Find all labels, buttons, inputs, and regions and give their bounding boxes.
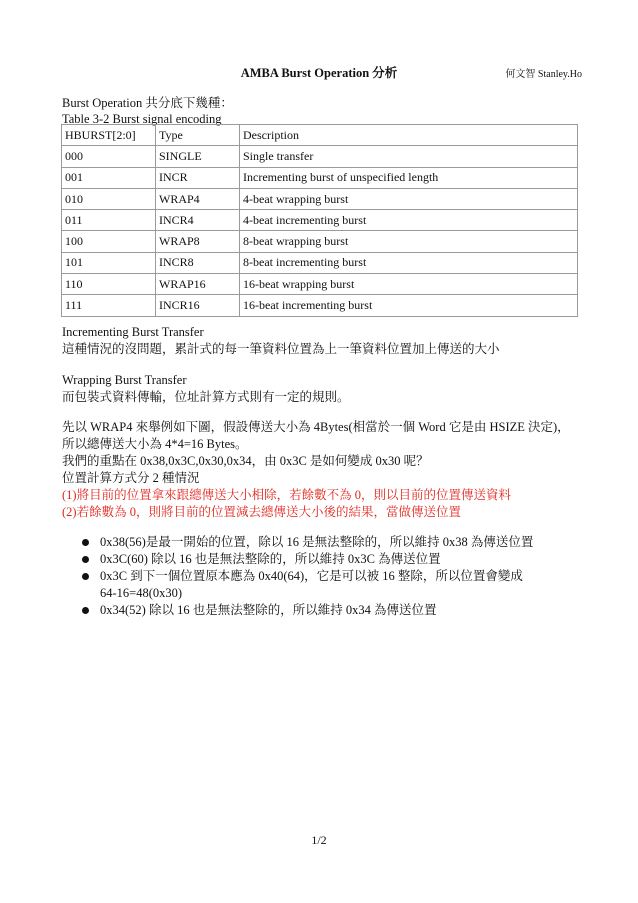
- table-row: [62, 167, 578, 188]
- cell-description: 4-beat wrapping burst: [240, 188, 578, 209]
- cell-hburst: 011: [62, 210, 156, 231]
- table-row: [62, 295, 578, 316]
- page-title: AMBA Burst Operation 分析: [240, 66, 398, 80]
- list-item-text-continued: 64-16=48(0x30): [100, 586, 183, 600]
- list-item: [62, 568, 562, 602]
- wrapping-section: [62, 372, 350, 406]
- table-row: [62, 210, 578, 231]
- example-line: 位置計算方式分 2 種情況: [62, 471, 200, 485]
- table-header-row: [62, 125, 578, 146]
- bullet-list: [62, 534, 562, 619]
- wrapping-text: 而包裝式資料傳輸，位址計算方式則有一定的規則。: [62, 390, 350, 404]
- example-line: 所以總傳送大小為 4*4=16 Bytes。: [62, 437, 248, 451]
- cell-hburst: 100: [62, 231, 156, 252]
- incrementing-section: [62, 324, 500, 358]
- intro-line: Burst Operation 共分底下幾種：: [62, 96, 233, 110]
- table-row: [62, 188, 578, 209]
- example-section: [62, 419, 570, 521]
- incrementing-text: 這種情況的沒問題，累計式的每一筆資料位置為上一筆資料位置加上傳送的大小: [62, 342, 500, 356]
- cell-type: WRAP4: [156, 188, 240, 209]
- example-line: 先以 WRAP4 來舉例如下圖，假設傳送大小為 4Bytes(相當於一個 Word 它是由 HSIZE 決定)，: [62, 420, 570, 434]
- bullet-dot-icon: [82, 539, 89, 546]
- cell-hburst: 001: [62, 167, 156, 188]
- list-item: [62, 534, 562, 551]
- cell-description: Incrementing burst of unspecified length: [240, 167, 578, 188]
- cell-description: 8-beat incrementing burst: [240, 252, 578, 273]
- header-cell-description: Description: [240, 125, 578, 146]
- cell-hburst: 101: [62, 252, 156, 273]
- cell-hburst: 010: [62, 188, 156, 209]
- cell-type: INCR: [156, 167, 240, 188]
- page-number: 1/2: [311, 833, 327, 847]
- table-row: [62, 231, 578, 252]
- bullet-dot-icon: [82, 556, 89, 563]
- cell-description: 16-beat wrapping burst: [240, 274, 578, 295]
- rule-two: (2)若餘數為 0，則將目前的位置減去總傳送大小後的結果，當做傳送位置: [62, 505, 461, 519]
- cell-type: WRAP16: [156, 274, 240, 295]
- list-item-text: 0x34(52) 除以 16 也是無法整除的，所以維持 0x34 為傳送位置: [100, 603, 437, 617]
- list-item: [62, 551, 562, 568]
- burst-encoding-table: [61, 124, 578, 317]
- bullet-dot-icon: [82, 573, 89, 580]
- cell-type: INCR16: [156, 295, 240, 316]
- author-name: 何文智 Stanley.Ho: [505, 69, 582, 80]
- cell-type: WRAP8: [156, 231, 240, 252]
- cell-description: 4-beat incrementing burst: [240, 210, 578, 231]
- table-row: [62, 274, 578, 295]
- header-cell-hburst: HBURST[2:0]: [62, 125, 156, 146]
- list-item-text: 0x3C 到下一個位置原本應為 0x40(64)，它是可以被 16 整除，所以位置會變成: [100, 569, 523, 583]
- cell-type: SINGLE: [156, 146, 240, 167]
- table-row: [62, 146, 578, 167]
- list-item-text: 0x38(56)是最一開始的位置，除以 16 是無法整除的，所以維持 0x38 為傳送位置: [100, 535, 534, 549]
- example-line: 我們的重點在 0x38,0x3C,0x30,0x34，由 0x3C 是如何變成 0x30 呢？: [62, 454, 429, 468]
- header-cell-type: Type: [156, 125, 240, 146]
- cell-description: 16-beat incrementing burst: [240, 295, 578, 316]
- wrapping-heading: Wrapping Burst Transfer: [62, 373, 187, 387]
- list-item-text: 0x3C(60) 除以 16 也是無法整除的，所以維持 0x3C 為傳送位置: [100, 552, 441, 566]
- cell-type: INCR8: [156, 252, 240, 273]
- table-row: [62, 252, 578, 273]
- cell-hburst: 110: [62, 274, 156, 295]
- rule-one: (1)將目前的位置拿來跟總傳送大小相除，若餘數不為 0，則以目前的位置傳送資料: [62, 488, 511, 502]
- intro-block: [62, 95, 233, 127]
- cell-hburst: 000: [62, 146, 156, 167]
- cell-description: 8-beat wrapping burst: [240, 231, 578, 252]
- cell-description: Single transfer: [240, 146, 578, 167]
- table-caption: Table 3-2 Burst signal encoding: [62, 112, 222, 126]
- bullet-dot-icon: [82, 607, 89, 614]
- incrementing-heading: Incrementing Burst Transfer: [62, 325, 204, 339]
- cell-type: INCR4: [156, 210, 240, 231]
- list-item: [62, 602, 562, 619]
- cell-hburst: 111: [62, 295, 156, 316]
